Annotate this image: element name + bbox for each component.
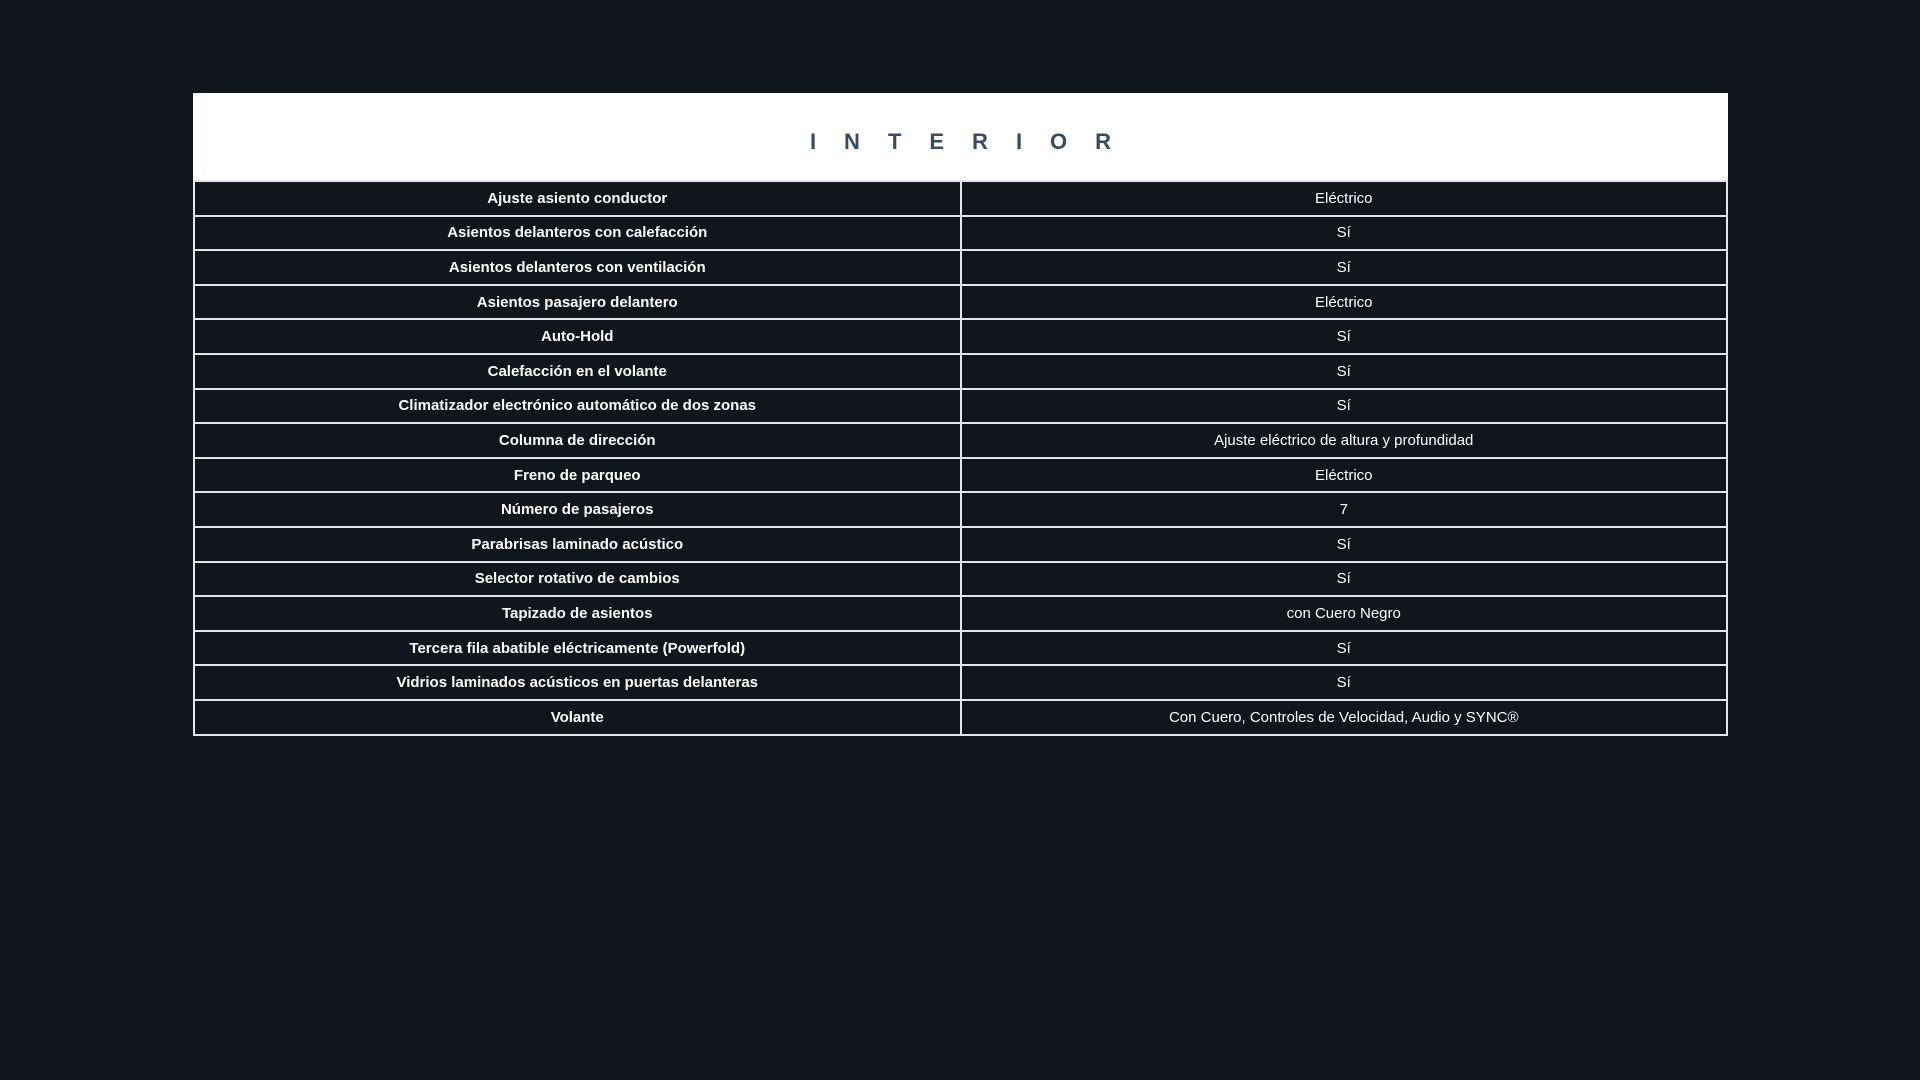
table-row bbox=[194, 389, 1727, 424]
feature-label: Calefacción en el volante bbox=[194, 354, 961, 389]
feature-label: Selector rotativo de cambios bbox=[194, 562, 961, 597]
feature-value: Sí bbox=[961, 562, 1728, 597]
feature-value: Sí bbox=[961, 631, 1728, 666]
feature-label: Número de pasajeros bbox=[194, 492, 961, 527]
interior-spec-panel bbox=[193, 93, 1728, 736]
feature-label: Freno de parqueo bbox=[194, 458, 961, 493]
table-row bbox=[194, 319, 1727, 354]
feature-label: Vidrios laminados acústicos en puertas delanteras bbox=[194, 665, 961, 700]
feature-label: Tapizado de asientos bbox=[194, 596, 961, 631]
feature-label: Auto-Hold bbox=[194, 319, 961, 354]
feature-label: Volante bbox=[194, 700, 961, 735]
feature-label: Columna de dirección bbox=[194, 423, 961, 458]
feature-value: Sí bbox=[961, 354, 1728, 389]
table-row bbox=[194, 492, 1727, 527]
section-header bbox=[193, 93, 1728, 180]
feature-label: Asientos delanteros con ventilación bbox=[194, 250, 961, 285]
table-row bbox=[194, 354, 1727, 389]
table-row bbox=[194, 285, 1727, 320]
table-row bbox=[194, 527, 1727, 562]
feature-label: Asientos delanteros con calefacción bbox=[194, 216, 961, 251]
table-row bbox=[194, 458, 1727, 493]
feature-value: Eléctrico bbox=[961, 181, 1728, 216]
feature-label: Parabrisas laminado acústico bbox=[194, 527, 961, 562]
table-row bbox=[194, 700, 1727, 735]
table-row bbox=[194, 216, 1727, 251]
feature-label: Ajuste asiento conductor bbox=[194, 181, 961, 216]
feature-label: Climatizador electrónico automático de dos zonas bbox=[194, 389, 961, 424]
feature-value: Sí bbox=[961, 216, 1728, 251]
table-row bbox=[194, 665, 1727, 700]
feature-value: 7 bbox=[961, 492, 1728, 527]
feature-value: Ajuste eléctrico de altura y profundidad bbox=[961, 423, 1728, 458]
feature-value: Eléctrico bbox=[961, 285, 1728, 320]
feature-label: Tercera fila abatible eléctricamente (Powerfold) bbox=[194, 631, 961, 666]
feature-value: Con Cuero, Controles de Velocidad, Audio y SYNC® bbox=[961, 700, 1728, 735]
table-row bbox=[194, 631, 1727, 666]
feature-value: Sí bbox=[961, 250, 1728, 285]
table-row bbox=[194, 250, 1727, 285]
spec-table bbox=[193, 180, 1728, 736]
feature-value: Sí bbox=[961, 527, 1728, 562]
table-row bbox=[194, 181, 1727, 216]
table-row bbox=[194, 596, 1727, 631]
feature-value: Sí bbox=[961, 319, 1728, 354]
table-row bbox=[194, 423, 1727, 458]
section-title: INTERIOR bbox=[809, 128, 1140, 154]
table-row bbox=[194, 562, 1727, 597]
feature-value: Sí bbox=[961, 665, 1728, 700]
feature-value: Sí bbox=[961, 389, 1728, 424]
spec-table-body bbox=[194, 181, 1727, 735]
feature-label: Asientos pasajero delantero bbox=[194, 285, 961, 320]
feature-value: con Cuero Negro bbox=[961, 596, 1728, 631]
feature-value: Eléctrico bbox=[961, 458, 1728, 493]
